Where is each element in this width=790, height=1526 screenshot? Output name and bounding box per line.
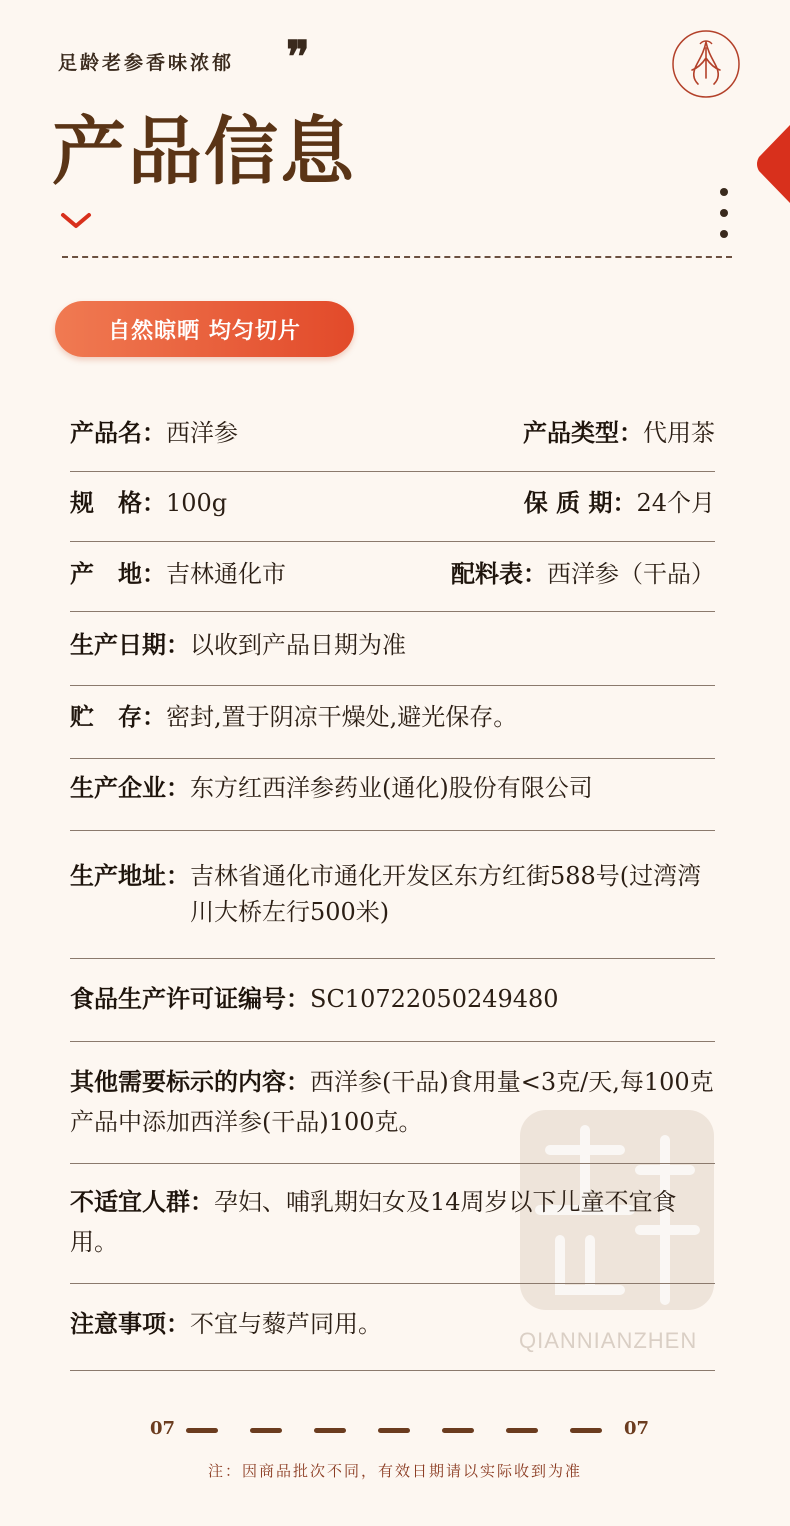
row-storage (70, 699, 715, 735)
quote-mark-icon: ❞ (286, 32, 310, 83)
footer-dash (570, 1428, 602, 1433)
divider (70, 958, 715, 959)
divider (70, 471, 715, 472)
field-value: 以收到产品日期为准 (190, 631, 406, 659)
field-label: 不适宜人群： (70, 1187, 214, 1216)
footer-dash (314, 1428, 346, 1433)
field-label: 保 质 期： (523, 488, 637, 517)
field-value: 吉林通化市 (166, 560, 286, 588)
field-value: 不宜与藜芦同用。 (190, 1310, 382, 1338)
footer-dash (186, 1428, 218, 1433)
footer-dash (442, 1428, 474, 1433)
row-license (70, 981, 715, 1017)
footer-dash (250, 1428, 282, 1433)
page-title: 产品信息 (52, 109, 356, 195)
page-number-left: 07 (150, 1418, 176, 1439)
watermark-text: QIANNIANZHEN (519, 1328, 698, 1353)
divider (70, 1370, 715, 1371)
field-value: 吉林省通化市通化开发区东方红街588号(过湾湾川大桥左行500米) (190, 862, 702, 926)
footer-dash (378, 1428, 410, 1433)
field-label: 产品名： (70, 418, 166, 447)
field-label: 贮 存： (70, 702, 166, 731)
field-value: 孕妇、哺乳期妇女及14周岁以下儿童不宜食用。 (70, 1188, 677, 1256)
side-tab-icon (755, 125, 790, 203)
vertical-dots-icon (718, 186, 730, 240)
field-label: 配料表： (451, 559, 547, 588)
row-unsuitable (70, 1182, 715, 1262)
row-name-type (70, 415, 715, 451)
row-other (70, 1062, 715, 1142)
field-label: 产品类型： (523, 418, 643, 447)
row-date (70, 627, 715, 663)
row-address (70, 858, 715, 930)
field-value: SC10722050249480 (310, 985, 559, 1013)
footer-dash (506, 1428, 538, 1433)
footer-note: 注：因商品批次不同，有效日期请以实际收到为准 (207, 1462, 582, 1480)
product-info-table (70, 0, 715, 1526)
divider (70, 541, 715, 542)
divider (70, 1283, 715, 1284)
page-number-right: 07 (624, 1418, 650, 1439)
field-value: 西洋参（干品） (547, 560, 715, 588)
slogan: 足龄老参香味浓郁 (58, 52, 235, 74)
field-value: 西洋参 (166, 419, 238, 447)
field-label: 生产地址： (70, 861, 190, 890)
field-label: 注意事项： (70, 1309, 190, 1338)
divider (70, 1163, 715, 1164)
divider (70, 1041, 715, 1042)
field-label: 其他需要标示的内容： (70, 1067, 310, 1096)
field-value: 24个月 (636, 489, 715, 517)
field-label: 食品生产许可证编号： (70, 984, 310, 1013)
row-caution (70, 1306, 715, 1342)
divider (70, 685, 715, 686)
divider (70, 758, 715, 759)
row-company (70, 770, 715, 806)
field-label: 产 地： (70, 559, 166, 588)
field-label: 规 格： (70, 488, 166, 517)
field-value: 100g (166, 489, 228, 517)
divider (70, 830, 715, 831)
row-spec-shelf (70, 485, 715, 521)
row-origin-ingredients (70, 556, 715, 592)
field-label: 生产日期： (70, 630, 190, 659)
field-value: 密封,置于阴凉干燥处,避光保存。 (166, 703, 518, 731)
field-value: 代用茶 (643, 419, 715, 447)
divider (70, 611, 715, 612)
field-value: 东方红西洋参药业(通化)股份有限公司 (190, 774, 593, 802)
feature-badge: 自然晾晒 均匀切片 (55, 301, 354, 357)
field-label: 生产企业： (70, 773, 190, 802)
field-value: 西洋参(干品)食用量<3克/天,每100克产品中添加西洋参(干品)100克。 (70, 1068, 714, 1136)
